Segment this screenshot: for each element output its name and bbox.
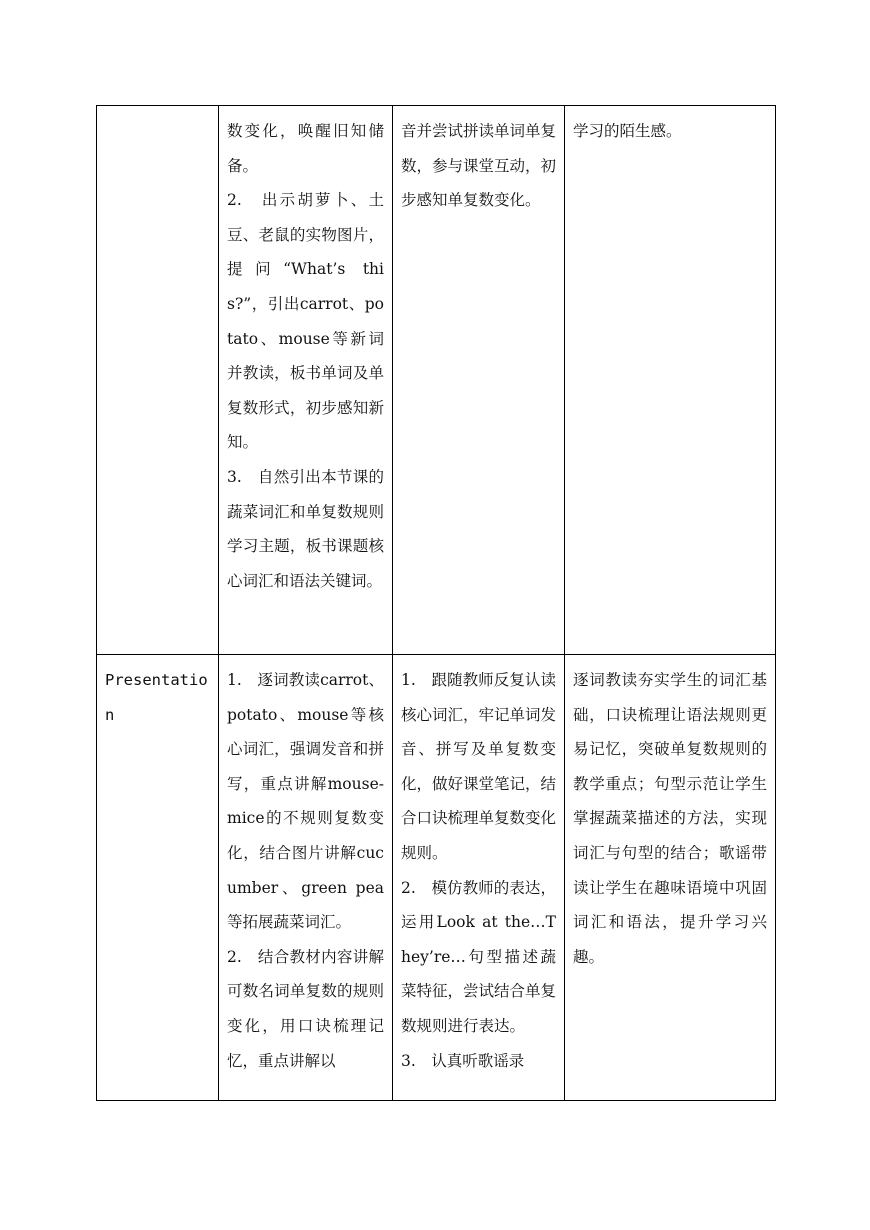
teacher-step: 3. 自然引出本节课的蔬菜词汇和单复数规则学习主题，板书课题核心词汇和语法关键词。 bbox=[227, 467, 384, 590]
design-intent-cell bbox=[565, 655, 776, 1101]
stage-cell bbox=[97, 106, 219, 655]
teacher-activity-cell bbox=[219, 655, 393, 1101]
teacher-step: 1. 逐词教读carrot、potato、mouse等核心词汇，强调发音和拼写，重点讲解mouse-mice的不规则复数变化，结合图片讲解cucumber、green pea等拓展蔬菜词汇。 bbox=[227, 671, 384, 932]
intent-text: 学习的陌生感。 bbox=[573, 122, 682, 140]
stage-label: Presentation bbox=[105, 671, 208, 724]
student-step: 音并尝试拼读单词单复数，参与课堂互动，初步感知单复数变化。 bbox=[401, 122, 557, 210]
teacher-step: 2. 出示胡萝卜、土豆、老鼠的实物图片，提问“What’s this?”，引出carrot、potato、mouse等新词并教读，板书单词及单复数形式，初步感知新知。 bbox=[227, 191, 384, 452]
student-activity-cell bbox=[393, 655, 565, 1101]
student-step: 1. 跟随教师反复认读核心词汇，牢记单词发音、拼写及单复数变化，做好课堂笔记，结合口诀梳理单复数变化规则。 bbox=[401, 671, 557, 862]
lesson-plan-table bbox=[96, 105, 776, 1101]
teacher-step: 数变化，唤醒旧知储备。 bbox=[227, 122, 384, 175]
student-step: 3. 认真听歌谣录 bbox=[401, 1051, 525, 1070]
table-row bbox=[97, 655, 776, 1101]
table-row bbox=[97, 106, 776, 655]
student-activity-cell bbox=[393, 106, 565, 655]
intent-text: 逐词教读夯实学生的词汇基础，口诀梳理让语法规则更易记忆，突破单复数规则的教学重点；句型示范让学生掌握蔬菜描述的方法，实现词汇与句型的结合；歌谣带读让学生在趣味语境中巩固词汇和语法，提升学习兴趣。 bbox=[573, 671, 767, 966]
stage-cell bbox=[97, 655, 219, 1101]
teacher-step: 2. 结合教材内容讲解可数名词单复数的规则变化，用口诀梳理记忆，重点讲解以 bbox=[227, 947, 384, 1070]
design-intent-cell bbox=[565, 106, 776, 655]
teacher-activity-cell bbox=[219, 106, 393, 655]
student-step: 2. 模仿教师的表达，运用Look at the…They’re…句型描述蔬菜特征，尝试结合单复数规则进行表达。 bbox=[401, 878, 557, 1035]
